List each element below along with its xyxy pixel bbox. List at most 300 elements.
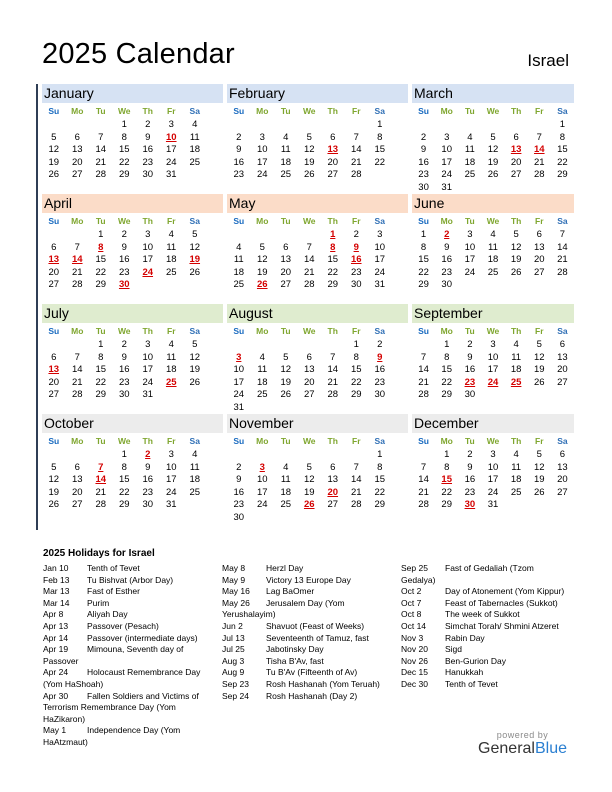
holiday-date: Jun 2 bbox=[222, 620, 243, 631]
day-cell: 14 bbox=[71, 254, 83, 266]
day-cell: 4 bbox=[283, 131, 289, 143]
day-cell bbox=[66, 339, 90, 352]
week-row bbox=[227, 364, 408, 377]
day-cell bbox=[274, 339, 298, 352]
holiday-item bbox=[43, 621, 223, 633]
day-cell: 17 bbox=[142, 254, 154, 266]
week-row bbox=[227, 169, 408, 182]
holiday-item bbox=[43, 563, 223, 575]
day-cell: 2 bbox=[467, 339, 473, 350]
holiday-item bbox=[401, 598, 576, 610]
holiday-item bbox=[401, 586, 576, 598]
holiday-item bbox=[43, 598, 223, 610]
day-cell: 13 bbox=[557, 461, 568, 473]
day-cell: 20 bbox=[303, 376, 315, 388]
weekday-label: We bbox=[486, 106, 500, 116]
holiday-date: Jul 13 bbox=[222, 632, 245, 643]
day-cell bbox=[42, 119, 66, 132]
day-cell: 17 bbox=[487, 474, 499, 486]
day-cell: 7 bbox=[74, 351, 80, 363]
day-cell: 24 bbox=[464, 266, 476, 278]
holiday-name-continued: Gedalya) bbox=[401, 574, 436, 585]
weekday-label: Sa bbox=[557, 436, 568, 446]
weekday-label: Mo bbox=[440, 326, 453, 336]
day-cell bbox=[345, 402, 369, 415]
day-cell: 4 bbox=[236, 241, 242, 253]
day-cell: 13 bbox=[48, 364, 60, 376]
weekday-header bbox=[227, 433, 408, 449]
day-cell: 14 bbox=[418, 364, 429, 376]
day-cell bbox=[274, 229, 298, 242]
week-row bbox=[227, 279, 408, 292]
day-cell: 1 bbox=[121, 449, 127, 460]
weekday-label: Fr bbox=[535, 436, 544, 446]
day-cell: 16 bbox=[233, 486, 245, 498]
day-cell: 11 bbox=[511, 351, 522, 363]
weekday-label: Mo bbox=[71, 106, 84, 116]
weekday-label: Tu bbox=[280, 216, 291, 226]
day-cell: 3 bbox=[444, 131, 450, 143]
month-june bbox=[408, 194, 574, 304]
week-row bbox=[42, 267, 223, 280]
weekday-label: Sa bbox=[374, 106, 385, 116]
weekday-label: Tu bbox=[280, 436, 291, 446]
day-cell bbox=[251, 449, 275, 462]
day-cell: 20 bbox=[48, 266, 60, 278]
day-cell: 14 bbox=[95, 474, 107, 486]
day-cell: 1 bbox=[377, 449, 383, 460]
day-cell bbox=[321, 402, 345, 415]
day-cell: 1 bbox=[444, 449, 450, 460]
day-cell: 21 bbox=[418, 486, 429, 498]
day-cell: 28 bbox=[327, 389, 339, 401]
day-cell bbox=[298, 402, 322, 415]
day-cell: 18 bbox=[487, 254, 499, 266]
month-november bbox=[223, 414, 408, 530]
week-row bbox=[42, 229, 223, 242]
day-cell: 18 bbox=[510, 364, 522, 376]
day-cell: 28 bbox=[303, 279, 315, 291]
day-cell: 14 bbox=[327, 364, 339, 376]
day-cell bbox=[412, 449, 435, 462]
holiday-name: Sigd bbox=[445, 644, 463, 655]
weekday-label: Tu bbox=[280, 106, 291, 116]
day-cell bbox=[66, 119, 90, 132]
week-row bbox=[412, 449, 574, 462]
holiday-date: Apr 13 bbox=[43, 620, 69, 631]
day-cell bbox=[505, 182, 528, 195]
day-cell: 27 bbox=[71, 169, 83, 181]
day-cell bbox=[481, 389, 504, 402]
holiday-item bbox=[222, 598, 402, 610]
day-cell: 28 bbox=[95, 169, 107, 181]
day-cell: 22 bbox=[350, 376, 362, 388]
day-cell: 24 bbox=[487, 486, 499, 498]
weekday-header bbox=[412, 433, 574, 449]
day-cell: 25 bbox=[280, 499, 292, 511]
day-cell: 9 bbox=[377, 351, 383, 363]
day-cell: 22 bbox=[118, 156, 130, 168]
day-cell bbox=[227, 119, 251, 132]
month-name: April bbox=[42, 194, 223, 213]
day-cell: 29 bbox=[95, 389, 107, 401]
day-cell: 23 bbox=[418, 169, 429, 181]
day-cell: 12 bbox=[533, 461, 545, 473]
weekday-label: Tu bbox=[464, 106, 475, 116]
day-cell: 29 bbox=[441, 389, 452, 401]
weekday-label: Fr bbox=[352, 326, 361, 336]
day-cell: 28 bbox=[418, 499, 429, 511]
day-cell bbox=[505, 389, 528, 402]
day-cell: 24 bbox=[441, 169, 452, 181]
week-row bbox=[227, 402, 408, 415]
day-cell bbox=[298, 449, 322, 462]
week-row bbox=[227, 474, 408, 487]
day-cell: 8 bbox=[98, 351, 104, 363]
weekday-label: Su bbox=[418, 326, 429, 336]
day-cell: 6 bbox=[536, 229, 542, 240]
day-cell: 15 bbox=[118, 474, 130, 486]
day-cell: 6 bbox=[559, 449, 566, 460]
day-cell: 14 bbox=[303, 254, 315, 266]
day-cell: 2 bbox=[444, 229, 450, 240]
day-cell: 29 bbox=[350, 389, 362, 401]
day-cell: 10 bbox=[233, 364, 245, 376]
day-cell bbox=[368, 402, 392, 415]
day-cell: 10 bbox=[142, 351, 154, 363]
day-cell: 6 bbox=[330, 461, 336, 473]
holiday-date: Aug 3 bbox=[222, 655, 245, 666]
weekday-label: Tu bbox=[464, 326, 475, 336]
holiday-item bbox=[401, 621, 576, 633]
day-cell: 20 bbox=[557, 474, 568, 486]
day-cell: 18 bbox=[510, 474, 522, 486]
day-cell bbox=[274, 402, 298, 415]
week-row bbox=[227, 144, 408, 157]
month-july bbox=[38, 304, 223, 414]
week-row bbox=[412, 132, 574, 145]
weekday-label: Tu bbox=[464, 436, 475, 446]
day-cell: 9 bbox=[467, 351, 473, 363]
day-cell: 2 bbox=[236, 131, 242, 143]
day-cell: 16 bbox=[374, 364, 386, 376]
day-cell: 14 bbox=[418, 474, 429, 486]
day-cell bbox=[42, 339, 66, 352]
holiday-name: Lag BaOmer bbox=[266, 586, 315, 597]
week-row bbox=[412, 339, 574, 352]
day-cell: 6 bbox=[51, 351, 57, 363]
day-cell: 4 bbox=[168, 229, 174, 240]
day-cell: 25 bbox=[280, 169, 292, 181]
month-may bbox=[223, 194, 408, 304]
day-cell: 19 bbox=[48, 156, 60, 168]
day-cell bbox=[183, 499, 207, 512]
day-cell: 3 bbox=[490, 339, 496, 350]
day-cell: 11 bbox=[189, 461, 200, 473]
day-cell: 24 bbox=[256, 169, 268, 181]
week-row bbox=[412, 389, 574, 402]
day-cell: 17 bbox=[256, 156, 268, 168]
day-cell: 20 bbox=[533, 254, 545, 266]
day-cell: 17 bbox=[142, 364, 154, 376]
day-cell: 4 bbox=[192, 449, 198, 460]
week-row bbox=[227, 499, 408, 512]
week-row bbox=[42, 119, 223, 132]
weekday-header bbox=[227, 323, 408, 339]
day-cell bbox=[321, 339, 345, 352]
day-cell bbox=[298, 339, 322, 352]
day-cell: 19 bbox=[303, 156, 315, 168]
day-cell: 22 bbox=[441, 486, 452, 498]
weekday-label: Sa bbox=[189, 326, 200, 336]
day-cell: 30 bbox=[118, 279, 130, 291]
day-cell: 12 bbox=[303, 144, 315, 156]
powered-by-text: powered by bbox=[496, 730, 549, 740]
day-cell: 12 bbox=[510, 241, 522, 253]
day-cell bbox=[227, 339, 251, 352]
day-cell: 4 bbox=[168, 339, 174, 350]
day-cell bbox=[481, 182, 504, 195]
day-cell: 9 bbox=[121, 241, 127, 253]
holiday-date: Sep 23 bbox=[222, 678, 249, 689]
holiday-item bbox=[43, 609, 223, 621]
day-cell: 7 bbox=[98, 461, 104, 473]
week-row bbox=[227, 352, 408, 365]
day-cell: 16 bbox=[118, 364, 130, 376]
day-cell: 13 bbox=[327, 474, 339, 486]
day-cell: 10 bbox=[487, 461, 499, 473]
day-cell: 23 bbox=[233, 169, 245, 181]
day-cell: 9 bbox=[467, 461, 473, 473]
week-row bbox=[412, 462, 574, 475]
day-cell: 7 bbox=[559, 229, 566, 240]
day-cell: 15 bbox=[418, 254, 429, 266]
day-cell: 27 bbox=[303, 389, 315, 401]
day-cell: 27 bbox=[510, 169, 522, 181]
holiday-name: Fast of Gedaliah (Tzom bbox=[445, 563, 534, 573]
day-cell: 7 bbox=[330, 351, 336, 363]
day-cell: 1 bbox=[330, 229, 336, 240]
holiday-name: Seventeenth of Tamuz, fast bbox=[266, 632, 369, 643]
day-cell bbox=[551, 279, 574, 292]
day-cell: 25 bbox=[256, 389, 268, 401]
week-row bbox=[42, 279, 223, 292]
weekday-label: Mo bbox=[256, 436, 269, 446]
day-cell: 26 bbox=[510, 266, 522, 278]
day-cell: 23 bbox=[142, 486, 154, 498]
day-cell: 3 bbox=[168, 449, 174, 460]
holiday-item bbox=[401, 633, 576, 645]
day-cell: 19 bbox=[280, 376, 292, 388]
weekday-label: Th bbox=[327, 216, 338, 226]
day-cell: 1 bbox=[353, 339, 359, 350]
day-cell bbox=[66, 449, 90, 462]
day-cell: 8 bbox=[330, 241, 336, 253]
day-cell: 31 bbox=[142, 389, 154, 401]
week-row bbox=[42, 339, 223, 352]
day-cell bbox=[251, 229, 275, 242]
weekday-label: Fr bbox=[352, 436, 361, 446]
day-cell: 27 bbox=[48, 279, 60, 291]
day-cell: 26 bbox=[189, 266, 201, 278]
week-row bbox=[227, 132, 408, 145]
day-cell: 3 bbox=[377, 229, 383, 240]
week-row bbox=[42, 169, 223, 182]
day-cell bbox=[183, 389, 207, 402]
week-row bbox=[412, 157, 574, 170]
quarter-row bbox=[36, 304, 574, 414]
day-cell: 25 bbox=[510, 486, 522, 498]
day-cell: 17 bbox=[441, 156, 452, 168]
day-cell: 18 bbox=[189, 474, 201, 486]
day-cell: 8 bbox=[98, 241, 104, 253]
weekday-label: Fr bbox=[167, 436, 176, 446]
day-cell: 11 bbox=[233, 254, 244, 266]
day-cell: 24 bbox=[142, 266, 154, 278]
month-december bbox=[408, 414, 574, 530]
day-cell: 19 bbox=[256, 266, 268, 278]
day-cell: 2 bbox=[121, 229, 127, 240]
day-cell: 23 bbox=[464, 376, 476, 388]
day-cell: 22 bbox=[95, 376, 107, 388]
day-cell: 18 bbox=[280, 486, 292, 498]
day-cell: 25 bbox=[189, 156, 201, 168]
day-cell: 15 bbox=[557, 144, 568, 156]
day-cell bbox=[528, 182, 551, 195]
day-cell: 8 bbox=[377, 461, 383, 473]
day-cell: 1 bbox=[98, 339, 104, 350]
day-cell: 30 bbox=[418, 181, 429, 193]
weekday-label: Sa bbox=[374, 216, 385, 226]
holiday-date: May 1 bbox=[43, 725, 67, 736]
week-row bbox=[227, 377, 408, 390]
day-cell: 7 bbox=[74, 241, 80, 253]
day-cell: 12 bbox=[48, 144, 60, 156]
day-cell bbox=[551, 182, 574, 195]
week-row bbox=[227, 157, 408, 170]
week-row bbox=[227, 242, 408, 255]
weekday-label: Sa bbox=[374, 326, 385, 336]
holiday-date: Mar 13 bbox=[43, 586, 70, 597]
weekday-label: Th bbox=[142, 216, 153, 226]
day-cell: 29 bbox=[418, 279, 429, 291]
day-cell: 11 bbox=[464, 144, 475, 156]
day-cell: 19 bbox=[533, 364, 545, 376]
weekday-label: Tu bbox=[280, 326, 291, 336]
weekday-label: Su bbox=[48, 216, 60, 226]
day-cell: 16 bbox=[464, 364, 476, 376]
holiday-item bbox=[43, 725, 223, 737]
day-cell: 2 bbox=[145, 119, 151, 130]
month-name: June bbox=[412, 194, 574, 213]
holiday-name: Aliyah Day bbox=[87, 609, 128, 620]
day-cell: 14 bbox=[350, 144, 362, 156]
day-cell: 8 bbox=[377, 131, 383, 143]
day-cell: 14 bbox=[533, 144, 545, 156]
day-cell: 19 bbox=[303, 486, 315, 498]
holiday-date: Oct 8 bbox=[401, 609, 422, 620]
month-april bbox=[38, 194, 223, 304]
day-cell bbox=[251, 402, 275, 415]
day-cell: 13 bbox=[327, 144, 339, 156]
holiday-name: Passover (Pesach) bbox=[87, 620, 159, 631]
day-cell: 23 bbox=[118, 376, 130, 388]
day-cell: 4 bbox=[490, 229, 496, 240]
day-cell bbox=[551, 499, 574, 512]
week-row bbox=[42, 157, 223, 170]
weekday-label: Su bbox=[418, 216, 429, 226]
day-cell bbox=[368, 512, 392, 525]
day-cell: 5 bbox=[192, 229, 198, 240]
day-cell: 5 bbox=[283, 351, 289, 363]
week-row bbox=[412, 169, 574, 182]
holiday-name: Independence Day (Yom bbox=[87, 725, 181, 736]
weekday-header bbox=[42, 213, 223, 229]
day-cell: 20 bbox=[557, 364, 568, 376]
holiday-item bbox=[222, 575, 402, 587]
day-cell: 6 bbox=[51, 241, 57, 253]
day-cell: 3 bbox=[467, 229, 473, 240]
day-cell: 14 bbox=[71, 364, 83, 376]
day-cell: 30 bbox=[142, 169, 154, 181]
weekday-label: Su bbox=[233, 326, 245, 336]
day-cell: 28 bbox=[71, 389, 83, 401]
day-cell: 19 bbox=[533, 474, 545, 486]
day-cell: 23 bbox=[142, 156, 154, 168]
week-row bbox=[412, 377, 574, 390]
month-name: September bbox=[412, 304, 574, 323]
weekday-label: Th bbox=[510, 436, 522, 446]
holiday-name: Herzl Day bbox=[266, 563, 304, 573]
day-cell: 17 bbox=[374, 254, 386, 266]
day-cell: 20 bbox=[71, 156, 83, 168]
day-cell: 25 bbox=[189, 486, 201, 498]
holiday-date: Apr 24 bbox=[43, 667, 69, 678]
weekday-label: Sa bbox=[189, 216, 200, 226]
day-cell: 15 bbox=[95, 254, 107, 266]
day-cell bbox=[528, 119, 551, 132]
day-cell: 3 bbox=[168, 119, 174, 130]
day-cell: 11 bbox=[257, 364, 268, 376]
day-cell bbox=[42, 449, 66, 462]
day-cell: 2 bbox=[121, 339, 127, 350]
day-cell: 1 bbox=[559, 119, 566, 130]
week-row bbox=[42, 144, 223, 157]
weekday-label: We bbox=[302, 106, 316, 116]
holiday-name: Rosh Hashanah (Yom Teruah) bbox=[266, 678, 380, 689]
day-cell: 8 bbox=[444, 351, 450, 363]
weekday-label: Sa bbox=[557, 326, 568, 336]
day-cell: 5 bbox=[51, 131, 57, 143]
weekday-label: Fr bbox=[167, 216, 176, 226]
week-row bbox=[42, 449, 223, 462]
holiday-date: May 26 bbox=[222, 597, 250, 608]
day-cell: 18 bbox=[165, 254, 177, 266]
weekday-label: Mo bbox=[440, 106, 453, 116]
day-cell: 13 bbox=[280, 254, 292, 266]
day-cell: 21 bbox=[557, 254, 568, 266]
holiday-item bbox=[401, 609, 576, 621]
day-cell: 21 bbox=[71, 376, 83, 388]
day-cell: 26 bbox=[303, 169, 315, 181]
week-row bbox=[227, 339, 408, 352]
week-row bbox=[42, 132, 223, 145]
weekday-label: Th bbox=[510, 326, 522, 336]
week-row bbox=[227, 254, 408, 267]
day-cell: 18 bbox=[189, 144, 201, 156]
holiday-date: May 16 bbox=[222, 586, 250, 597]
day-cell: 3 bbox=[259, 131, 265, 143]
